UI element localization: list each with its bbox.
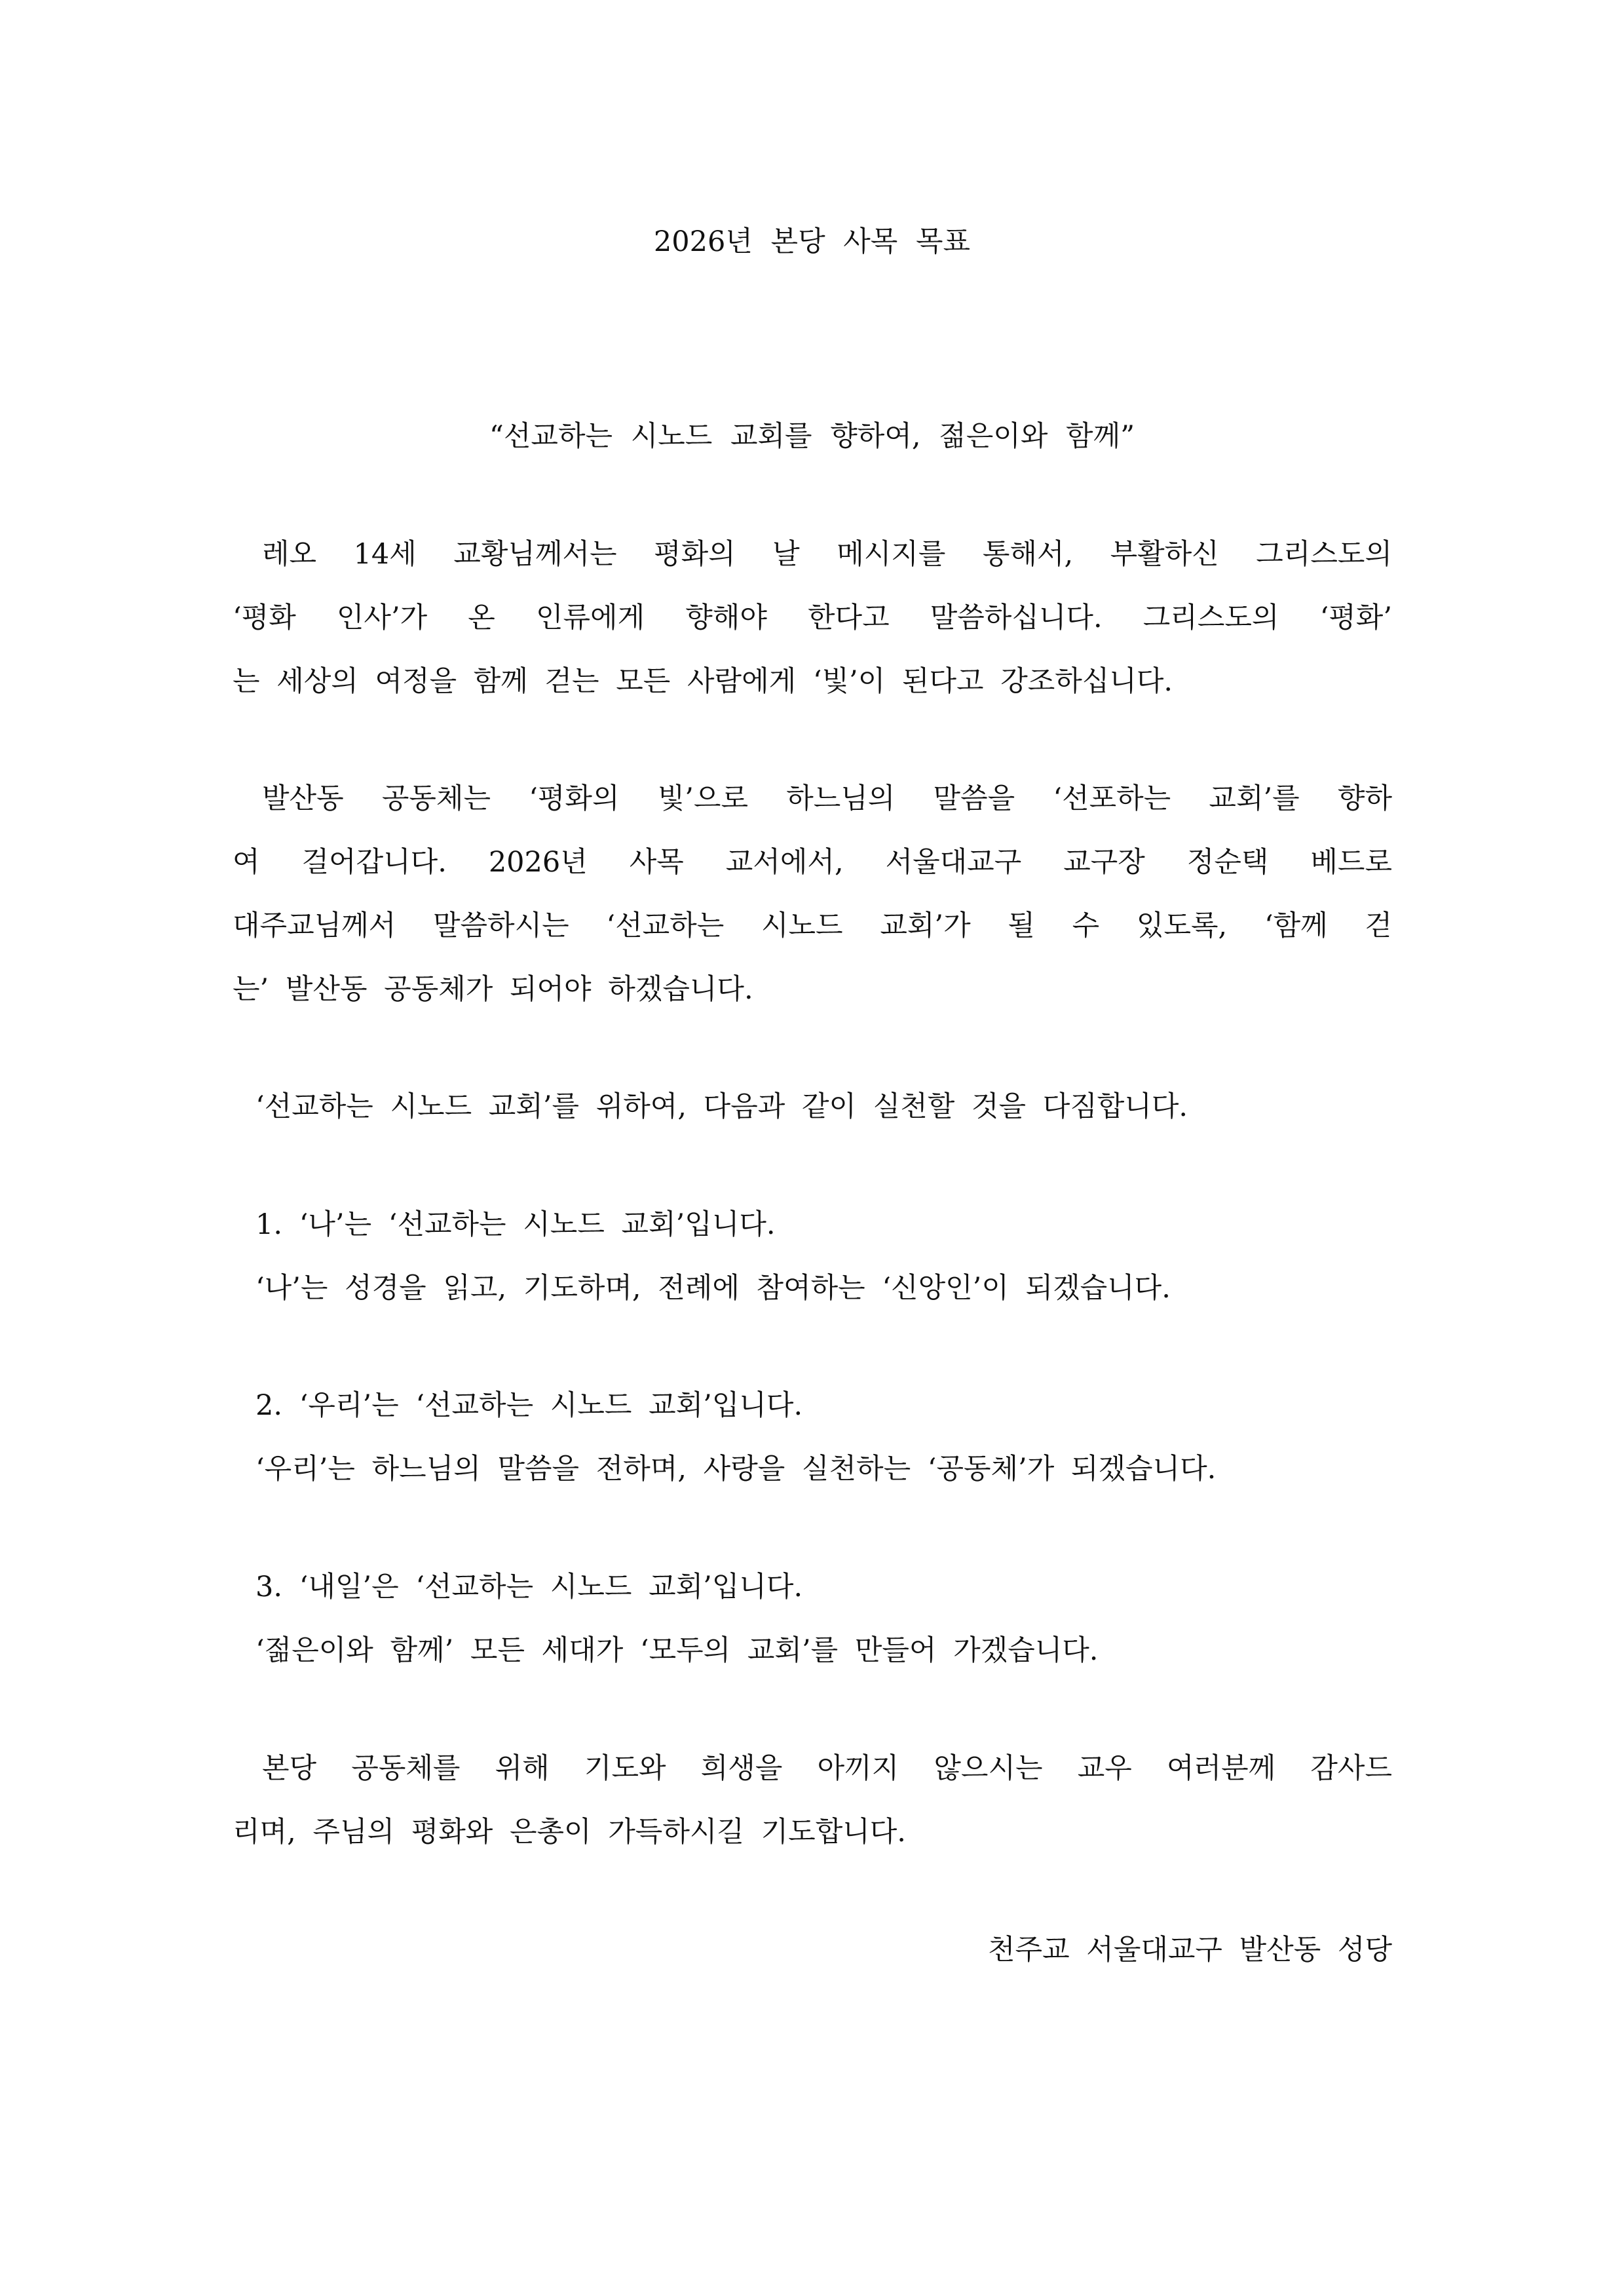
item-3-detail: ‘젊은이와 함께’ 모든 세대가 ‘모두의 교회’를 만들어 가겠습니다. — [255, 1634, 1099, 1667]
item-2-detail: ‘우리’는 하느님의 말씀을 전하며, 사랑을 실천하는 ‘공동체’가 되겠습니다. — [255, 1453, 1217, 1485]
pledge-intro: ‘선교하는 시노드 교회’를 위하여, 다음과 같이 실천할 것을 다짐합니다. — [255, 1090, 1188, 1123]
paragraph-1-line-3: 는 세상의 여정을 함께 걷는 모든 사람에게 ‘빛’이 된다고 강조하십니다. — [233, 665, 1173, 698]
paragraph-1-line-1: 레오 14세 교황님께서는 평화의 날 메시지를 통해서, 부활하신 그리스도의 — [262, 538, 1392, 571]
paragraph-1-line-2: ‘평화 인사’가 온 인류에게 향해야 한다고 말씀하십니다. 그리스도의 ‘평화’ — [233, 602, 1392, 634]
item-2-heading: 2. ‘우리’는 ‘선교하는 시노드 교회’입니다. — [255, 1389, 803, 1422]
item-3-heading: 3. ‘내일’은 ‘선교하는 시노드 교회’입니다. — [255, 1571, 803, 1603]
paragraph-2-line-4: 는’ 발산동 공동체가 되어야 하겠습니다. — [233, 973, 753, 1006]
signature: 천주교 서울대교구 발산동 성당 — [988, 1934, 1392, 1966]
item-1-detail: ‘나’는 성경을 읽고, 기도하며, 전례에 참여하는 ‘신앙인’이 되겠습니다. — [255, 1272, 1171, 1305]
motto: “선교하는 시노드 교회를 향하여, 젊은이와 함께” — [489, 420, 1135, 453]
document-title: 2026년 본당 사목 목표 — [653, 225, 971, 258]
paragraph-2-line-2: 여 걸어갑니다. 2026년 사목 교서에서, 서울대교구 교구장 정순택 베드로 — [233, 846, 1392, 879]
closing-line-1: 본당 공동체를 위해 기도와 희생을 아끼지 않으시는 교우 여러분께 감사드 — [262, 1752, 1392, 1785]
closing-line-2: 리며, 주님의 평화와 은총이 가득하시길 기도합니다. — [233, 1816, 906, 1848]
item-1-heading: 1. ‘나’는 ‘선교하는 시노드 교회’입니다. — [255, 1208, 776, 1241]
paragraph-2-line-3: 대주교님께서 말씀하시는 ‘선교하는 시노드 교회’가 될 수 있도록, ‘함께 걷 — [233, 909, 1392, 942]
paragraph-2-line-1: 발산동 공동체는 ‘평화의 빛’으로 하느님의 말씀을 ‘선포하는 교회’를 향하 — [262, 782, 1392, 815]
